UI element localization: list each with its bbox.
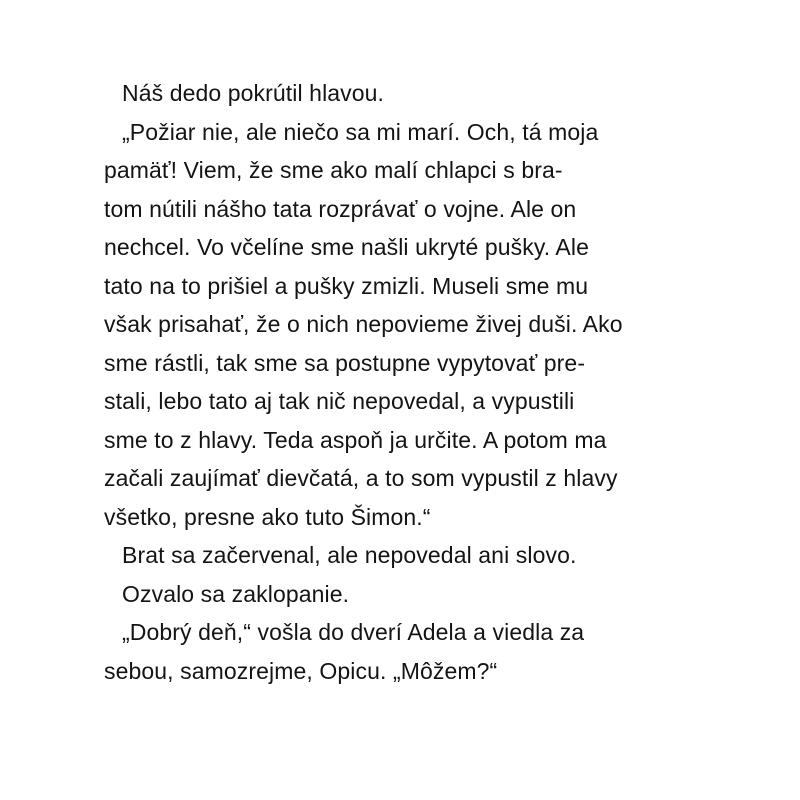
text-line: začali zaujímať dievčatá, a to som vypustil z hlavy xyxy=(104,465,618,491)
text-line: všetko, presne ako tuto Šimon.“ xyxy=(104,503,431,530)
text-line: „Dobrý deň,“ vošla do dverí Adela a viedla za xyxy=(122,619,585,645)
text-line: „Požiar nie, ale niečo sa mi marí. Och, tá moja xyxy=(122,118,599,145)
text-line: Brat sa začervenal, ale nepovedal ani slovo. xyxy=(122,542,577,568)
text-line: tom nútili nášho tata rozprávať o vojne. Ale on xyxy=(104,195,577,222)
text-line: sebou, samozrejme, Opicu. „Môžem?“ xyxy=(104,657,498,684)
text-line: Náš dedo pokrútil hlavou. xyxy=(122,80,385,106)
text-line: sme rástli, tak sme sa postupne vypytovať pre- xyxy=(104,349,586,376)
text-line: sme to z hlavy. Teda aspoň ja určite. A potom ma xyxy=(104,426,607,453)
text-line: tato na to prišiel a pušky zmizli. Museli sme mu xyxy=(104,272,589,299)
text-line: pamäť! Viem, že sme ako malí chlapci s bra- xyxy=(104,157,563,183)
text-block xyxy=(104,74,704,690)
text-line: nechcel. Vo včelíne sme našli ukryté pušky. Ale xyxy=(104,234,589,260)
text-line: stali, lebo tato aj tak nič nepovedal, a vypustili xyxy=(104,388,575,414)
text-line: Ozvalo sa zaklopanie. xyxy=(122,580,350,607)
text-line: však prisahať, že o nich nepovieme živej duši. Ako xyxy=(104,311,623,337)
